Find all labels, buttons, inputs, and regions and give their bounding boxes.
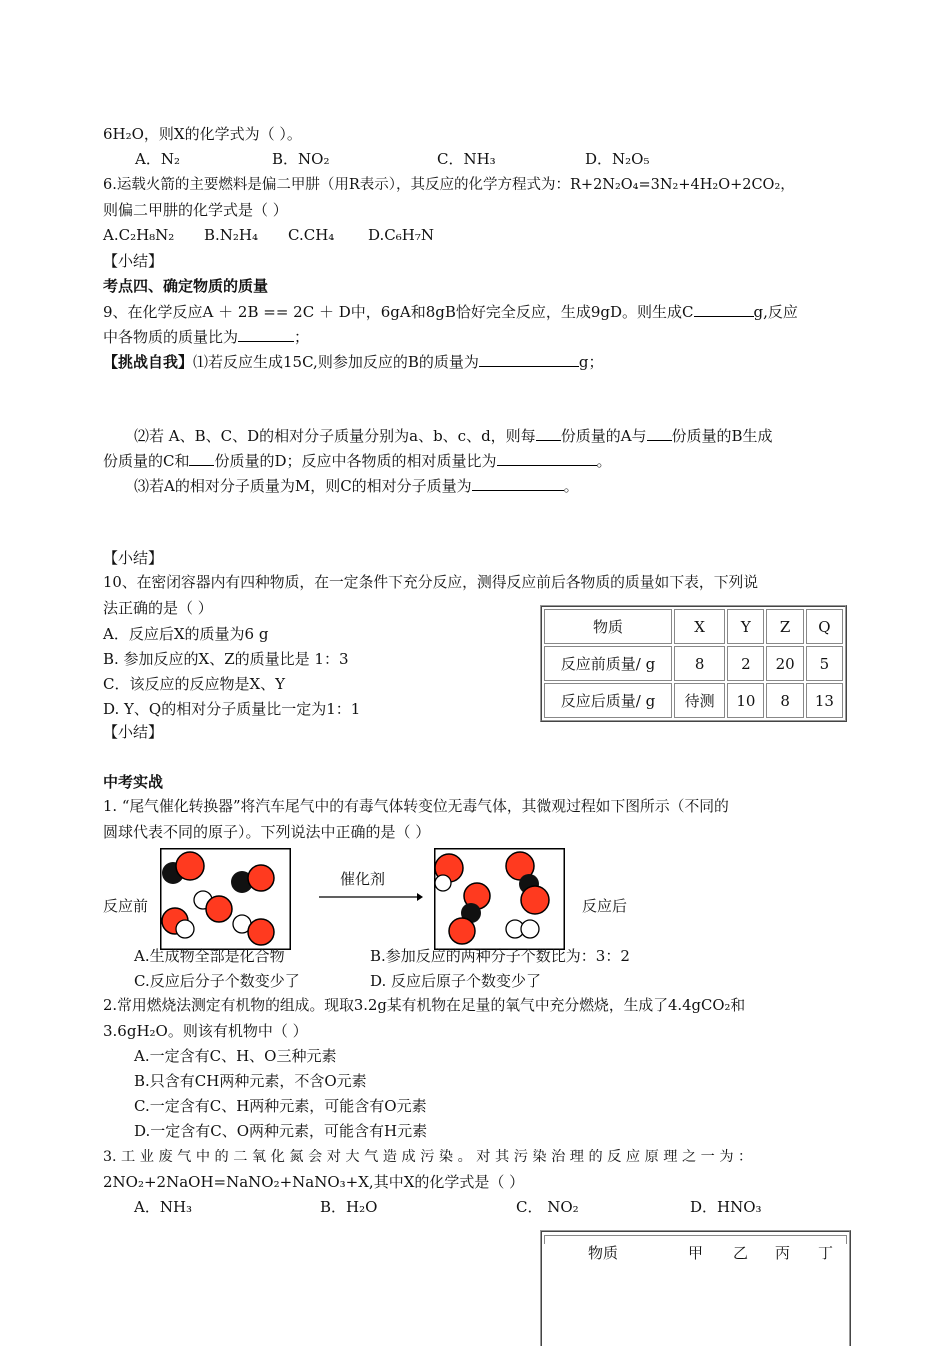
q10-line2: 法正确的是（ ）: [103, 599, 213, 617]
table2-header-cell: 甲: [688, 1244, 704, 1262]
table-cell: 待测: [674, 683, 725, 718]
e1-option-a[interactable]: A.生成物全部是化合物: [134, 947, 285, 965]
q9-c1-text: ⑴若反应生成15C,则参加反应的B的质量为: [193, 353, 479, 371]
e2-option-a[interactable]: A.一定含有C、H、O三种元素: [134, 1047, 337, 1065]
q9-blank-ratio[interactable]: [238, 326, 294, 342]
q9-line2-tail: ；: [294, 328, 310, 346]
q9-blank-b-mass[interactable]: [479, 351, 579, 367]
q9-c3-tail: 。: [563, 477, 579, 495]
e3-line2: 2NO₂+2NaOH=NaNO₂+NaNO₃+X,其中X的化学式是（ ）: [103, 1173, 525, 1191]
q10-option-a[interactable]: A．反应后X的质量为6 g: [103, 625, 269, 643]
q9-blank-relative-ratio[interactable]: [497, 450, 597, 466]
table-row: [544, 646, 843, 681]
catalyst-label: 催化剂: [340, 870, 386, 888]
table2-header-cell: 乙: [733, 1244, 749, 1262]
table-header-cell: 物质: [544, 609, 672, 644]
table-header-cell: X: [674, 609, 725, 644]
e2-option-d[interactable]: D.一定含有C、O两种元素，可能含有H元素: [134, 1122, 428, 1140]
q6-line1: 6.运载火箭的主要燃料是偏二甲肼（用R表示），其反应的化学方程式为：R+2N₂O₄=3N₂+4H₂O+2CO₂，: [103, 177, 795, 193]
q9-c2-l1-mid: 份质量的A与: [560, 427, 647, 445]
table-cell: 13: [806, 683, 843, 718]
table-cell: 5: [806, 646, 843, 681]
q9-challenge-2-line2: [103, 450, 612, 471]
q9-line1-tail: g,反应: [753, 303, 798, 321]
table-cell: 8: [766, 683, 803, 718]
q6-option-a[interactable]: A.C₂H₈N₂: [103, 226, 175, 244]
e1-line1: 1. “尾气催化转换器”将汽车尾气中的有毒气体转变位无毒气体，其微观过程如下图所示（不同的: [103, 798, 729, 815]
e1-option-c[interactable]: C.反应后分子个数变少了: [134, 972, 300, 990]
table-header-cell: Y: [727, 609, 764, 644]
table-cell: 2: [727, 646, 764, 681]
summary-label: 【小结】: [103, 549, 164, 567]
q9-blank-c-molar[interactable]: [472, 475, 564, 491]
summary-label: 【小结】: [103, 723, 164, 741]
table-cell: 反应后质量/ g: [544, 683, 672, 718]
challenge-label: 【挑战自我】: [103, 353, 194, 371]
q9-c2-l1-text: ⑵若 A、B、C、D的相对分子质量分别为a、b、c、d，则每: [134, 427, 536, 445]
table-cell: 10: [727, 683, 764, 718]
table-cell: 8: [674, 646, 725, 681]
q9-c2-l2-text: 份质量的C和: [103, 452, 190, 470]
e2-option-b[interactable]: B.只含有CH两种元素，不含O元素: [134, 1072, 367, 1090]
table2-header-cell: 丙: [775, 1244, 791, 1262]
e1-option-d[interactable]: D. 反应后原子个数变少了: [370, 972, 542, 990]
table-cell: 20: [766, 646, 803, 681]
after-molecules-box: [434, 848, 565, 950]
reaction-arrow: [319, 890, 423, 904]
e3-option-d[interactable]: D．HNO₃: [690, 1198, 762, 1216]
q9-c1-tail: g；: [578, 353, 604, 371]
q9-challenge-1: [103, 351, 603, 372]
q10-mass-table: [540, 605, 847, 722]
q9-line2-text: 中各物质的质量比为: [103, 328, 239, 346]
table2-header-cell: 物质: [588, 1244, 619, 1262]
q9-blank-c-mass[interactable]: [694, 301, 754, 317]
q6-option-c[interactable]: C.CH₄: [288, 226, 335, 244]
after-label: 反应后: [582, 897, 628, 915]
e2-line1: 2.常用燃烧法测定有机物的组成。现取3.2g某有机物在足量的氧气中充分燃烧，生成了4.4gCO₂和: [103, 997, 746, 1014]
section-heading: 考点四、确定物质的质量: [103, 277, 269, 295]
q5-option-b[interactable]: B．NO₂: [272, 150, 330, 168]
e1-option-b[interactable]: B.参加反应的两种分子个数比为：3：2: [370, 947, 630, 965]
table2-header-cell: 丁: [818, 1244, 834, 1262]
q9-c3-text: ⑶若A的相对分子质量为M，则C的相对分子质量为: [134, 477, 472, 495]
q9-c2-l2-mid: 份质量的D；反应中各物质的相对质量比为: [214, 452, 497, 470]
q9-c2-l1-tail: 份质量的B生成: [671, 427, 773, 445]
q9-blank-a-parts[interactable]: [536, 425, 561, 441]
e3-option-a[interactable]: A．NH₃: [134, 1198, 193, 1216]
q9-line1: [103, 301, 798, 322]
e2-line2: 3.6gH₂O。则该有机物中（ ）: [103, 1022, 308, 1040]
q6-line2: 则偏二甲肼的化学式是（ ）: [103, 201, 288, 219]
q5-stem: 6H₂O，则X的化学式为（ ）。: [103, 125, 302, 143]
q9-challenge-3: [134, 475, 579, 496]
e2-option-c[interactable]: C.一定含有C、H两种元素，可能含有O元素: [134, 1097, 427, 1115]
table-cell: 反应前质量/ g: [544, 646, 672, 681]
q9-line2: [103, 326, 309, 347]
q5-option-a[interactable]: A．N₂: [135, 150, 180, 168]
q9-blank-c-parts[interactable]: [189, 450, 214, 466]
q6-option-b[interactable]: B.N₂H₄: [204, 226, 259, 244]
e1-line2: 圆球代表不同的原子）。下列说法中正确的是（ ）: [103, 823, 431, 841]
q10-option-c[interactable]: C．该反应的反应物是X、Y: [103, 675, 286, 693]
q6-option-d[interactable]: D.C₆H₇N: [368, 226, 434, 244]
summary-label: 【小结】: [103, 252, 164, 270]
table-header-cell: Q: [806, 609, 843, 644]
q9-c2-l2-tail: 。: [596, 452, 612, 470]
q5-option-d[interactable]: D．N₂O₅: [585, 150, 650, 168]
q9-line1-text: 9、在化学反应A ＋ 2B == 2C ＋ D中，6gA和8gB恰好完全反应，生成9gD。则生成C: [103, 303, 694, 321]
q10-option-b[interactable]: B. 参加反应的X、Z的质量比是 1：3: [103, 650, 349, 668]
e3-option-c[interactable]: C． NO₂: [516, 1198, 579, 1216]
q5-option-c[interactable]: C．NH₃: [437, 150, 496, 168]
q10-line1: 10、在密闭容器内有四种物质，在一定条件下充分反应，测得反应前后各物质的质量如下表，下列说: [103, 574, 759, 591]
e3-option-b[interactable]: B．H₂O: [320, 1198, 378, 1216]
q9-challenge-2-line1: [134, 425, 773, 446]
table-header-cell: Z: [766, 609, 803, 644]
table-row: [544, 683, 843, 718]
table-header-row: [544, 609, 843, 644]
q10-option-d[interactable]: D. Y、Q的相对分子质量比一定为1：1: [103, 700, 361, 718]
e3-line1: 3. 工 业 废 气 中 的 二 氧 化 氮 会 对 大 气 造 成 污 染 。 对 其 污 染 治 理 的 反 应 原 理 之 一 为 ：: [103, 1149, 753, 1165]
before-label: 反应前: [103, 897, 149, 915]
section-heading-exam: 中考实战: [103, 773, 164, 791]
before-molecules-box: [160, 848, 291, 950]
q9-blank-b-parts[interactable]: [647, 425, 672, 441]
